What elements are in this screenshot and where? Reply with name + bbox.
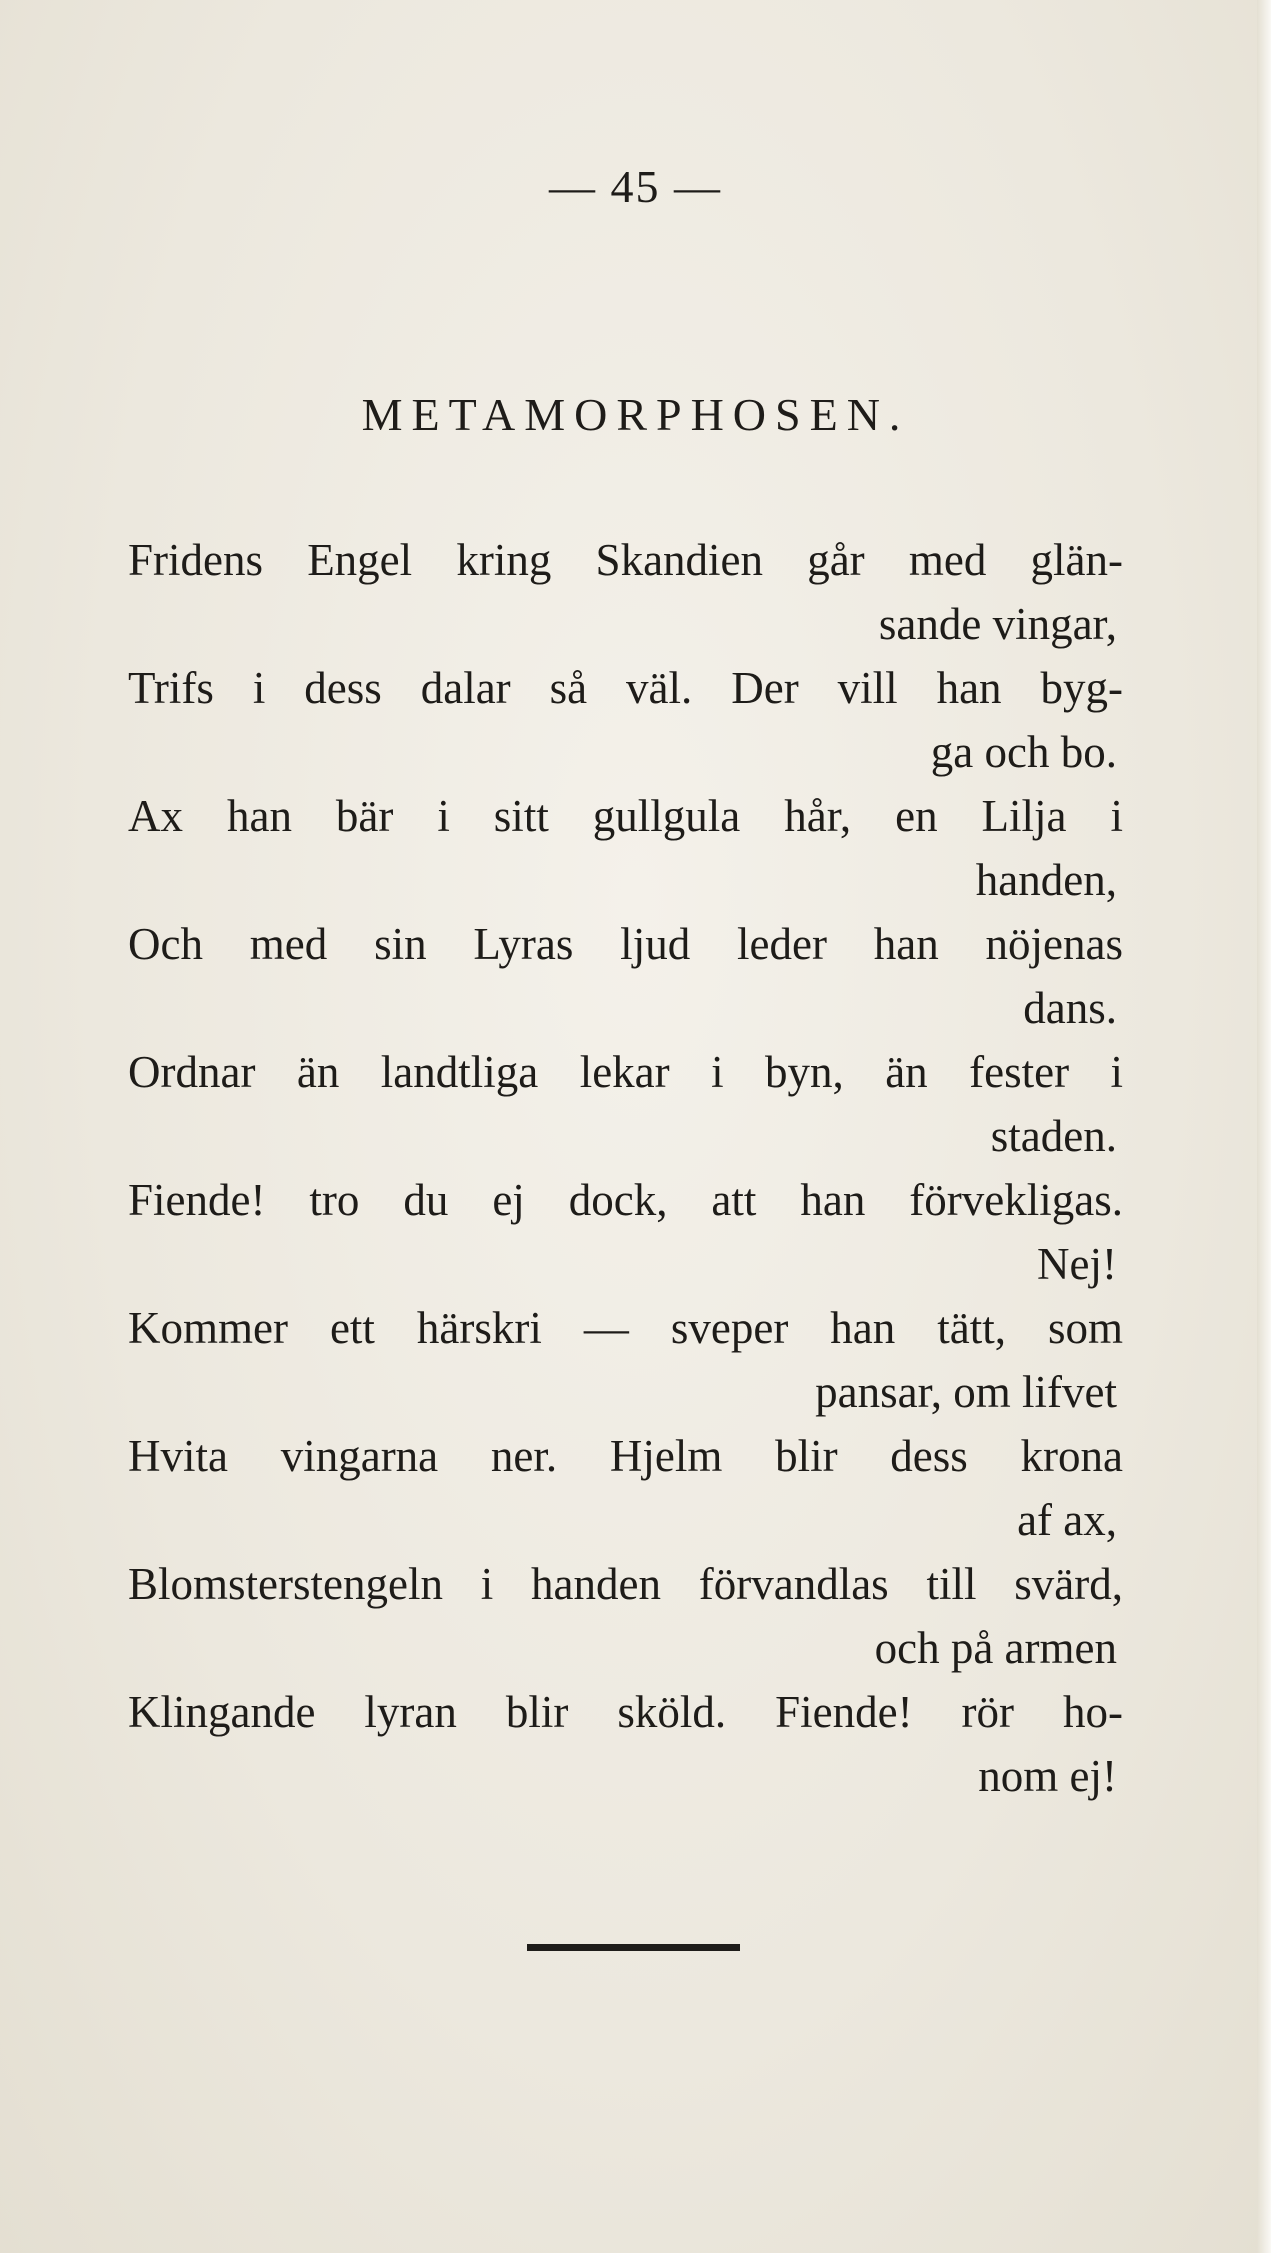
- poem-line-continuation: dans.: [1023, 983, 1117, 1033]
- poem-line-continuation: handen,: [975, 855, 1117, 905]
- page-edge: [1257, 0, 1271, 2253]
- poem-line-5: [128, 1040, 1123, 1168]
- poem-line-continuation: Nej!: [1037, 1239, 1117, 1289]
- poem-line-text: Kommer ett härskri — sveper han tätt, som: [128, 1303, 1123, 1353]
- poem-line-text: Fridens Engel kring Skandien går med glän-: [128, 535, 1123, 585]
- poem-line-continuation: ga och bo.: [930, 727, 1117, 777]
- poem-line-text: Trifs i dess dalar så väl. Der vill han byg-: [128, 663, 1123, 713]
- poem-line-continuation: af ax,: [1017, 1495, 1117, 1545]
- poem-line-9: [128, 1552, 1123, 1680]
- poem-line-7: [128, 1296, 1123, 1424]
- poem-line-text: Hvita vingarna ner. Hjelm blir dess krona: [128, 1431, 1123, 1481]
- poem-line-10: [128, 1680, 1123, 1808]
- poem-line-8: [128, 1424, 1123, 1552]
- poem-line-text: Ordnar än landtliga lekar i byn, än fester i: [128, 1047, 1123, 1097]
- poem-line-4: [128, 912, 1123, 1040]
- poem-line-text: Och med sin Lyras ljud leder han nöjenas: [128, 919, 1123, 969]
- page-number: — 45 —: [549, 161, 722, 212]
- poem-line-text: Fiende! tro du ej dock, att han förvekligas.: [128, 1175, 1123, 1225]
- poem-line-text: Blomsterstengeln i handen förvandlas till svärd,: [128, 1559, 1123, 1609]
- poem-line-6: [128, 1168, 1123, 1296]
- poem-line-text: Klingande lyran blir sköld. Fiende! rör ho-: [128, 1687, 1123, 1737]
- poem-title: METAMORPHOSEN.: [361, 389, 910, 440]
- poem-line-continuation: pansar, om lifvet: [815, 1367, 1117, 1417]
- poem-line-continuation: staden.: [990, 1111, 1117, 1161]
- poem-line-3: [128, 784, 1123, 912]
- poem-line-text: Ax han bär i sitt gullgula hår, en Lilja i: [128, 791, 1123, 841]
- poem-line-2: [128, 656, 1123, 784]
- poem-line-continuation: och på armen: [874, 1623, 1117, 1673]
- poem-line-1: [128, 528, 1123, 656]
- poem-line-continuation: nom ej!: [978, 1751, 1117, 1801]
- poem-body: [128, 528, 1123, 1808]
- end-rule-divider: [527, 1944, 740, 1951]
- poem-line-continuation: sande vingar,: [878, 599, 1117, 649]
